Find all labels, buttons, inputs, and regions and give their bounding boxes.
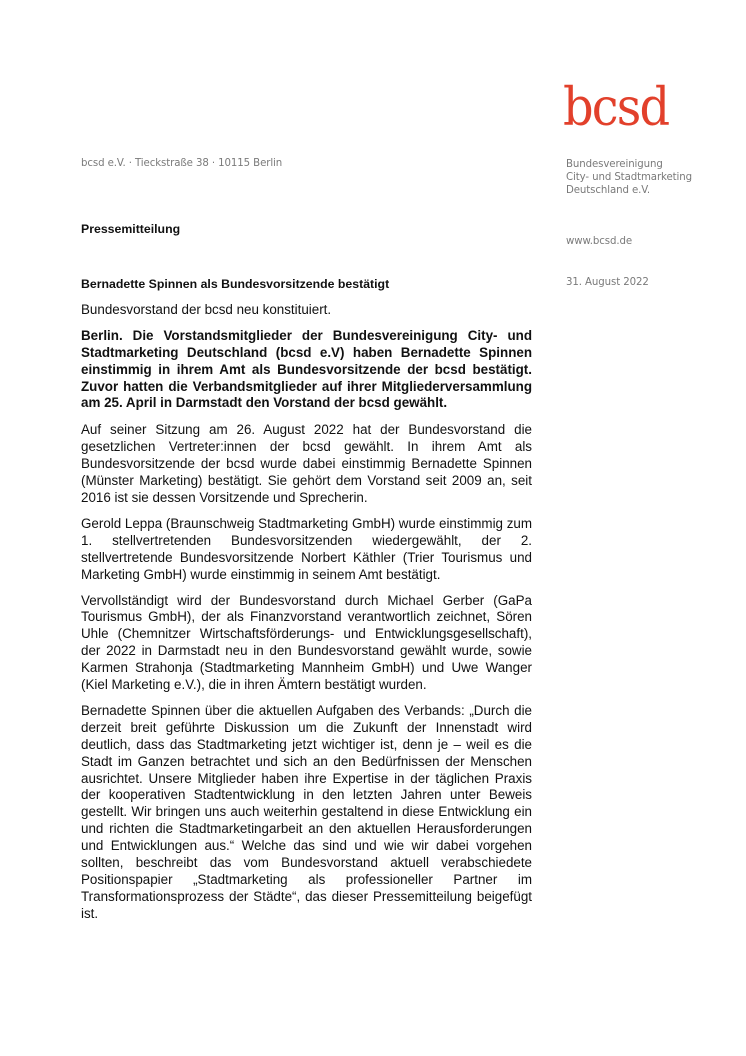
lead-paragraph: Berlin. Die Vorstandsmitglieder der Bundesvereinigung City- und Stadtmarketing Deutschland (bcsd e.V) haben Bernadette Spinnen einstimmig in ihrem Amt als Bundesvorsitzende der bcsd bestätigt. Zuvor hatten die Verbandsmitglieder auf ihrer Mitgliederversammlung am 25. April in Darmstadt den Vorstand der bcsd gewählt.	[81, 327, 532, 411]
body-paragraph: Auf seiner Sitzung am 26. August 2022 hat der Bundesvorstand die gesetzlichen Vertreter:innen der bcsd gewählt. In ihrem Amt als Bundesvorsitzende der bcsd wurde dabei einstimmig Bernadette Spinnen (Münster Marketing) bestätigt. Sie gehört dem Vorstand seit 2009 an, seit 2016 ist sie dessen Vorsitzende und Sprecherin.	[81, 422, 532, 505]
body-paragraph: Vervollständigt wird der Bundesvorstand durch Michael Gerber (GaPa Tourismus GmbH), der als Finanzvorstand verantwortlich zeichnet, Sören Uhle (Chemnitzer Wirtschaftsförderungs- und Entwicklungsgesellschaft), der 2022 in Darmstadt neu in den Bundesvorstand gewählt wurde, sowie Karmen Strahonja (Stadtmarketing Mannheim GmbH) und Uwe Wanger (Kiel Marketing e.V.), die in ihren Ämtern bestätigt wurden.	[81, 592, 532, 693]
org-line: City- und Stadtmarketing	[566, 172, 692, 183]
subheadline: Bundesvorstand der bcsd neu konstituiert.	[81, 301, 332, 317]
bcsd-logo: bcsd	[563, 78, 669, 138]
website-link[interactable]: www.bcsd.de	[566, 236, 633, 247]
document-type-label: Pressemitteilung	[81, 222, 181, 236]
body-paragraph: Gerold Leppa (Braunschweig Stadtmarketing GmbH) wurde einstimmig zum 1. stellvertretenden Bundesvorsitzenden wiedergewählt, der 2. stellvertretende Bundesvorsitzende Norbert Käthler (Trier Tourismus und Marketing GmbH) wurde einstimmig in seinem Amt bestätigt.	[81, 515, 533, 582]
org-line: Deutschland e.V.	[566, 185, 650, 196]
sender-address-line: bcsd e.V. · Tieckstraße 38 · 10115 Berlin	[81, 158, 283, 169]
org-line: Bundesvereinigung	[566, 159, 663, 170]
press-release-body	[81, 276, 532, 932]
document-date: 31. August 2022	[566, 277, 649, 288]
quote-paragraph: Bernadette Spinnen über die aktuellen Aufgaben des Verbands: „Durch die derzeit breit geführte Diskussion um die Zukunft der Innenstadt wird deutlich, dass das Stadtmarketing jetzt wichtiger ist, denn je – weil es die Stadt im Ganzen betrachtet und sich an den Bedürfnissen der Menschen ausrichtet. Unsere Mitglieder haben ihre Expertise in der täglichen Praxis der kooperativen Stadtentwicklung in den letzten Jahren unter Beweis gestellt. Wir bringen uns auch weiterhin gestaltend in diese Entwicklung ein und richten die Stadtmarketingarbeit an den aktuellen Herausforderungen und Entwicklungen aus.“ Welche das sind und wie wir dabei vorgehen sollten, beschreibt das vom Bundesvorstand aktuell verabschiedete Positionspapier „Stadtmarketing als professioneller Partner im Transformationsprozess der Städte“, das dieser Pressemitteilung beigefügt ist.	[81, 702, 532, 921]
organization-name-block	[566, 158, 692, 197]
headline: Bernadette Spinnen als Bundesvorsitzende bestätigt	[81, 277, 390, 291]
